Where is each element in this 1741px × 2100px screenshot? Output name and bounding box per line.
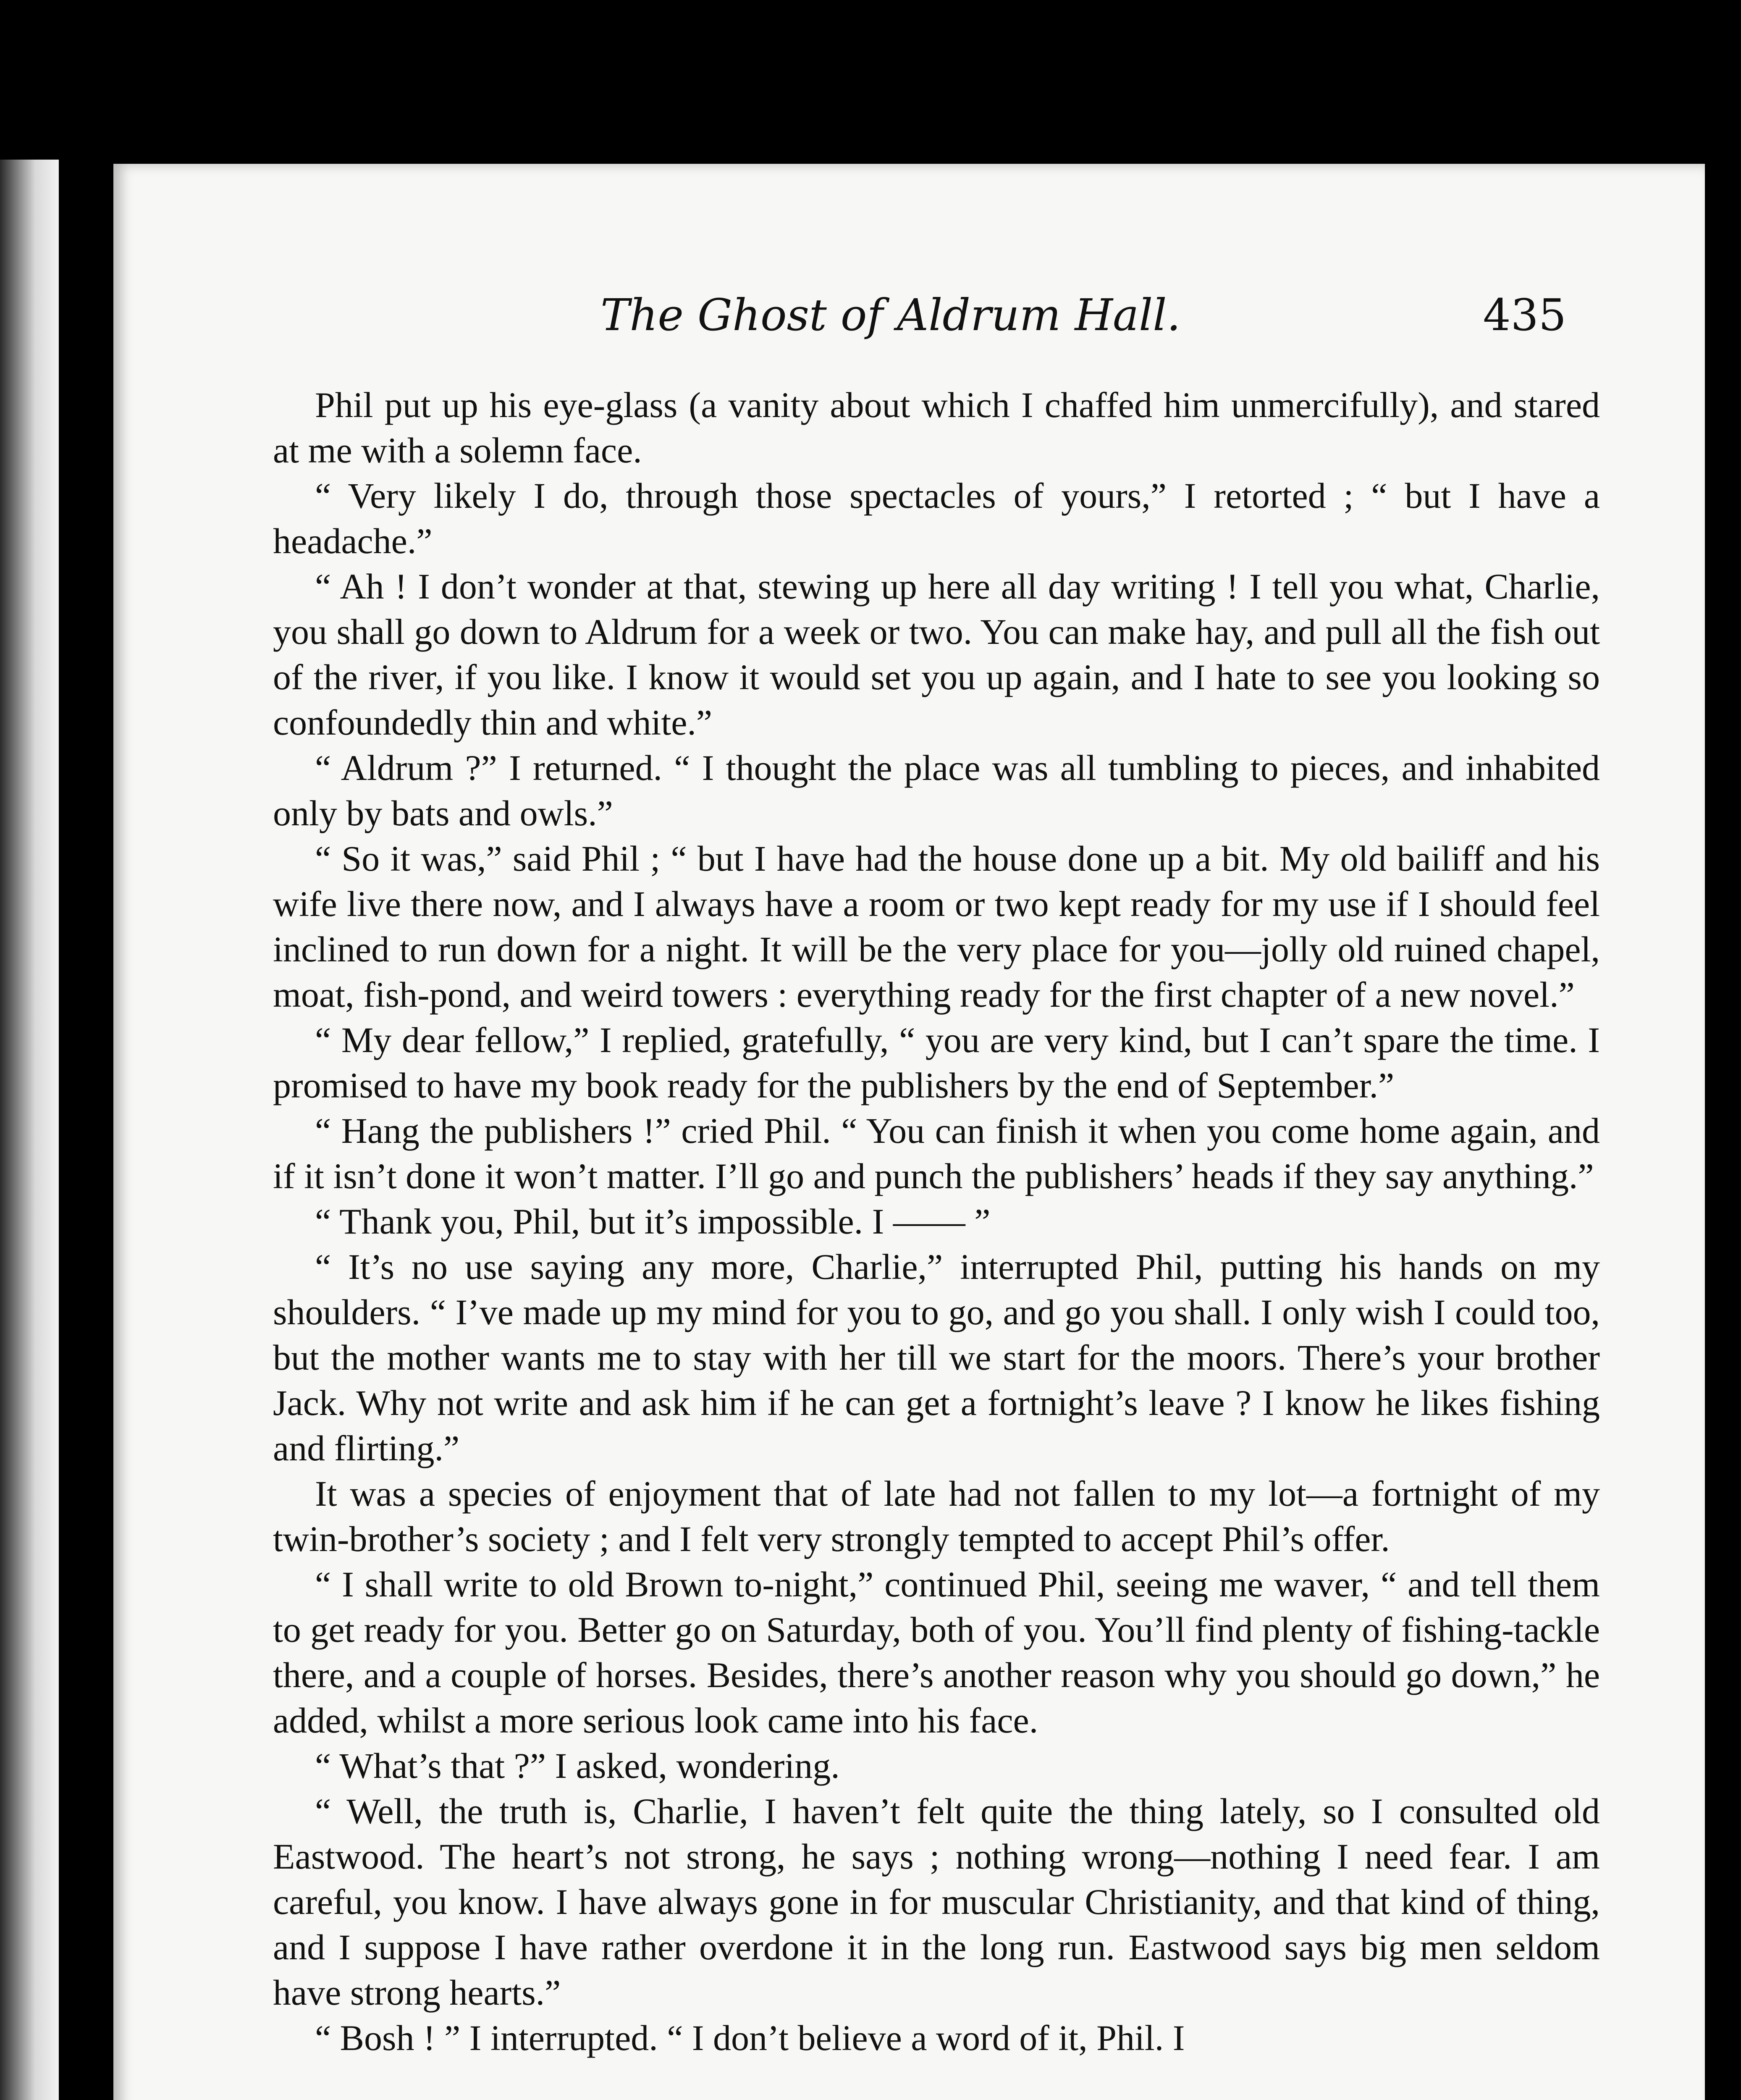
book-page <box>113 164 1705 2100</box>
paragraph: “ So it was,” said Phil ; “ but I have had the house done up a bit. My old bailiff and his wife live there now, and I always have a room or two kept ready for my use if I should feel inclined to run down for a night. It will be the very place for you—jolly old ruined chapel, moat, fish-pond, and weird towers : everything ready for the first chapter of a new novel.” <box>273 838 1600 1015</box>
paragraph: “ Hang the publishers !” cried Phil. “ You can finish it when you come home again, and if it isn’t done it won’t matter. I’ll go and punch the publishers’ heads if they say anything.” <box>273 1110 1600 1196</box>
previous-page-edge <box>0 160 59 2100</box>
page-header <box>113 286 1705 353</box>
paragraph: “ Very likely I do, through those spectacles of yours,” I retorted ; “ but I have a headache.” <box>273 475 1600 561</box>
paragraph: “ I shall write to old Brown to-night,” continued Phil, seeing me waver, “ and tell them to get ready for you. Better go on Saturday, both of you. You’ll find plenty of fishing-tackle there, and a couple of horses. Besides, there’s another reason why you should go down,” he added, whilst a more serious look came into his face. <box>273 1564 1600 1740</box>
paragraph: “ Aldrum ?” I returned. “ I thought the place was all tumbling to pieces, and inhabited only by bats and owls.” <box>273 748 1600 833</box>
paragraph: “ Bosh ! ” I interrupted. “ I don’t believe a word of it, Phil. I <box>315 2018 1185 2058</box>
paragraph: “ My dear fellow,” I replied, gratefully, “ you are very kind, but I can’t spare the time. I promised to have my book ready for the publishers by the end of September.” <box>273 1020 1600 1105</box>
paragraph: “ Well, the truth is, Charlie, I haven’t felt quite the thing lately, so I consulted old Eastwood. The heart’s not strong, he says ; nothing wrong—nothing I need fear. I am careful, you know. I have always gone in for muscular Christianity, and that kind of thing, and I suppose I have rather overdone it in the long run. Eastwood says big men seldom have strong hearts.” <box>273 1791 1600 2013</box>
page-number: 435 <box>1483 289 1566 341</box>
paragraph: “ Ah ! I don’t wonder at that, stewing up here all day writing ! I tell you what, Charlie, you shall go down to Aldrum for a week or two. You can make hay, and pull all the fish out of the river, if you like. I know it would set you up again, and I hate to see you looking so confoundedly thin and white.” <box>273 566 1600 743</box>
paragraph: It was a species of enjoyment that of late had not fallen to my lot—a fortnight of my twin-brother’s society ; and I felt very strongly tempted to accept Phil’s offer. <box>273 1473 1600 1559</box>
running-title: The Ghost of Aldrum Hall. <box>600 289 1181 341</box>
paragraph: “ What’s that ?” I asked, wondering. <box>315 1746 840 1786</box>
paragraph: “ Thank you, Phil, but it’s impossible. I —— ” <box>315 1201 991 1242</box>
paragraph: Phil put up his eye-glass (a vanity about which I chaffed him unmercifully), and stared at me with a solemn face. <box>273 385 1600 470</box>
paragraph: “ It’s no use saying any more, Charlie,” interrupted Phil, putting his hands on my shoulders. “ I’ve made up my mind for you to go, and go you shall. I only wish I could too, but the mother wants me to stay with her till we start for the moors. There’s your brother Jack. Why not write and ask him if he can get a fortnight’s leave ? I know he likes fishing and flirting.” <box>273 1247 1600 1468</box>
body-text <box>273 382 1600 2061</box>
